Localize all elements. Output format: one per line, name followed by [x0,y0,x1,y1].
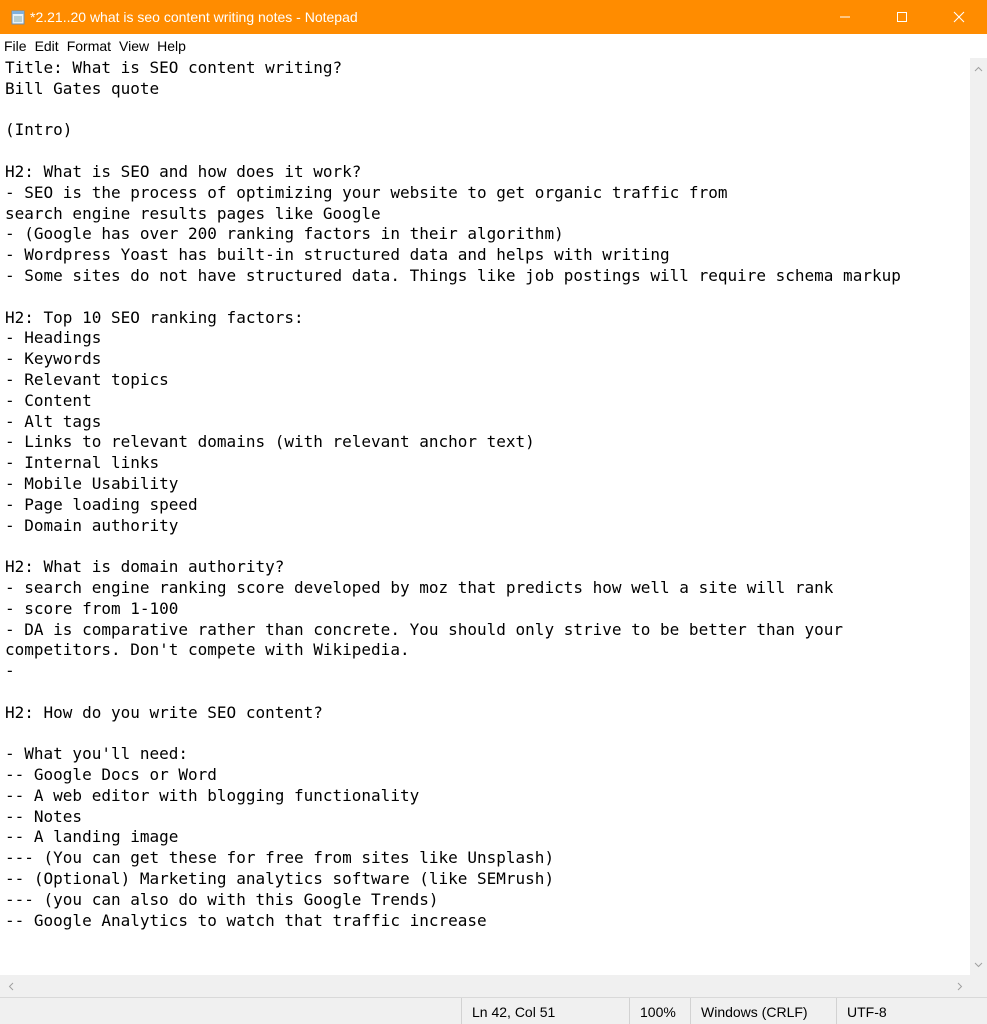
horizontal-scrollbar[interactable] [0,975,970,997]
maximize-icon [896,11,908,23]
menu-help[interactable]: Help [157,38,186,54]
chevron-right-icon [957,982,963,991]
scroll-up-button[interactable] [970,60,987,77]
status-bar [0,997,987,1024]
close-icon [953,11,965,23]
menu-edit[interactable]: Edit [34,38,59,54]
title-bar[interactable] [0,0,987,34]
scroll-left-button[interactable] [2,975,19,997]
status-cursor-position: Ln 42, Col 51 [461,998,629,1024]
vertical-scrollbar[interactable] [970,58,987,975]
chevron-down-icon [974,962,983,968]
menu-file[interactable]: File [4,38,27,54]
maximize-button[interactable] [873,0,930,34]
menu-format[interactable]: Format [66,38,112,54]
close-button[interactable] [930,0,987,34]
chevron-left-icon [8,982,14,991]
editor-content[interactable]: Title: What is SEO content writing? Bill Gates quote (Intro) H2: What is SEO and how does it work? - SEO is the process of optimizing your website to get organic traffic from search engine results pages like Google - (Google has over 200 ranking factors in their algorithm) - Wordpress Yoast has built-in structured data and helps with writing - Some sites do not have structured data. Things like job postings will require schema markup H2: Top 10 SEO ranking factors: - Headings - Keywords - Relevant topics - Content - Alt tags - Links to relevant domains (with relevant anchor text) - Internal links - Mobile Usability - Page loading speed - Domain authority H2: What is domain authority? - search engine ranking score developed by moz that predicts how well a site will rank - score from 1-100 - DA is comparative rather than concrete. You should only strive to be better than your competitors. Don't compete with Wikipedia. - H2: How do you write SEO content? - What you'll need: -- Google Docs or Word -- A web editor with blogging functionality -- Notes -- A landing image --- (You can get these for free from sites like Unsplash) -- (Optional) Marketing analytics software (like SEMrush) --- (you can also do with this Google Trends) -- Google Analytics to watch that traffic increase [5,58,901,930]
menu-view[interactable]: View [119,38,150,54]
chevron-up-icon [974,66,983,72]
scroll-down-button[interactable] [970,956,987,973]
notepad-icon [10,9,26,25]
minimize-button[interactable] [816,0,873,34]
status-encoding: UTF-8 [836,998,987,1024]
minimize-icon [839,11,851,23]
window-controls [816,0,987,34]
text-editor[interactable] [0,58,970,975]
status-zoom: 100% [629,998,690,1024]
scroll-right-button[interactable] [951,975,968,997]
status-line-endings: Windows (CRLF) [690,998,836,1024]
menu-bar [0,34,987,58]
scrollbar-corner [970,975,987,997]
window-title: *2.21..20 what is seo content writing notes - Notepad [30,9,358,25]
